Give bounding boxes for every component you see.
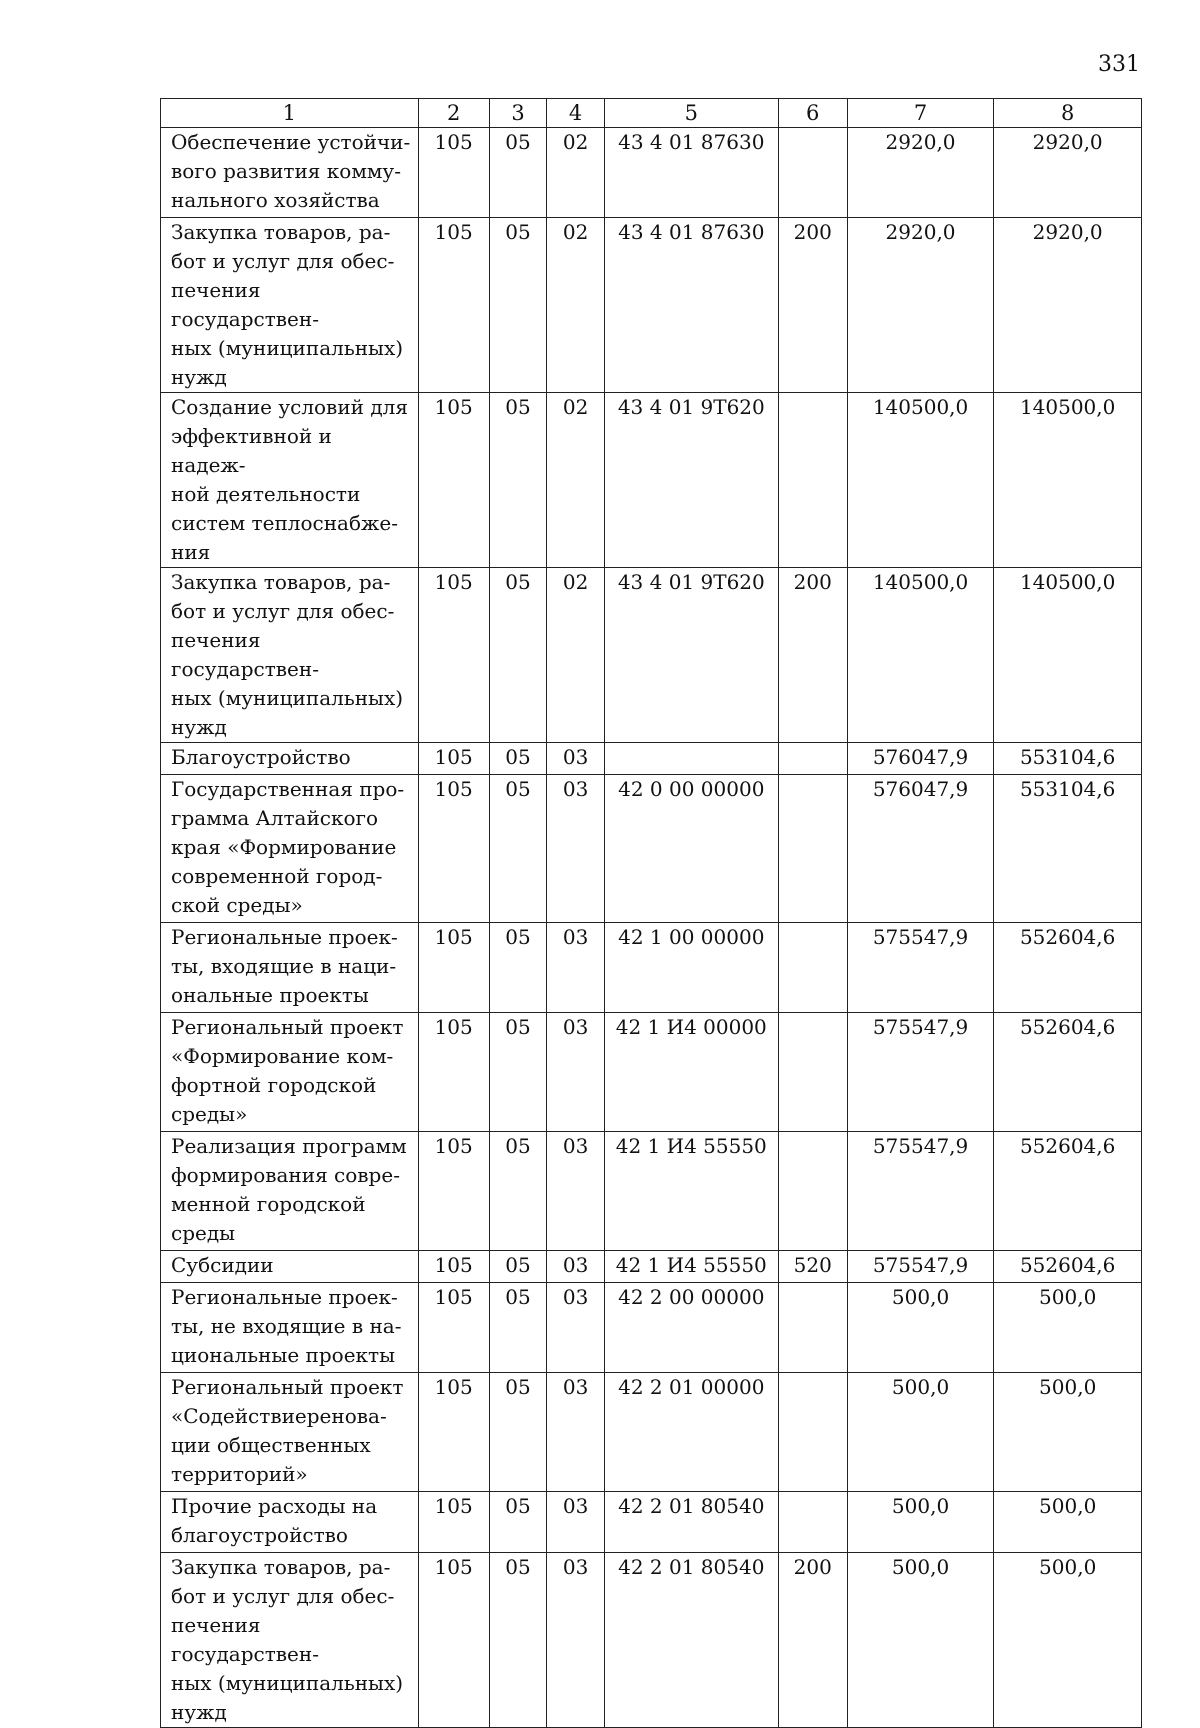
col3-cell: 05	[489, 923, 547, 1013]
col8-cell: 500,0	[994, 1553, 1142, 1728]
col5-cell: 43 4 01 87630	[604, 128, 778, 218]
col4-cell: 03	[547, 923, 605, 1013]
col4-cell: 03	[547, 1283, 605, 1373]
col8-cell: 552604,6	[994, 923, 1142, 1013]
col3-cell: 05	[489, 1373, 547, 1492]
col6-cell	[778, 775, 847, 923]
row-name-text: Региональные проек- ты, не входящие в на- циональные проекты	[171, 1285, 402, 1367]
col6-cell	[778, 1013, 847, 1132]
col6-cell	[778, 1283, 847, 1373]
row-name-cell	[161, 1013, 419, 1132]
col2-cell: 105	[418, 393, 489, 568]
col4-cell: 03	[547, 1553, 605, 1728]
col4-cell: 03	[547, 1251, 605, 1283]
col7-cell: 2920,0	[847, 128, 994, 218]
col6-cell	[778, 1132, 847, 1251]
table-row	[161, 1492, 1142, 1553]
header-cell: 8	[994, 99, 1142, 128]
col8-cell: 553104,6	[994, 743, 1142, 775]
row-name-cell	[161, 218, 419, 393]
col7-cell: 575547,9	[847, 923, 994, 1013]
row-name-text: Закупка товаров, ра- бот и услуг для обес- печения государствен- ных (муниципальных) нужд	[171, 570, 404, 739]
col6-cell: 200	[778, 1553, 847, 1728]
col5-cell: 42 1 И4 55550	[604, 1251, 778, 1283]
col3-cell: 05	[489, 1132, 547, 1251]
header-cell: 2	[418, 99, 489, 128]
table-row	[161, 393, 1142, 568]
col4-cell: 03	[547, 1373, 605, 1492]
col2-cell: 105	[418, 1492, 489, 1553]
row-name-text: Государственная про- грамма Алтайского края «Формирование современной город- ской среды»	[171, 777, 405, 917]
col8-cell: 500,0	[994, 1373, 1142, 1492]
col6-cell	[778, 1492, 847, 1553]
col2-cell: 105	[418, 1132, 489, 1251]
col7-cell: 500,0	[847, 1283, 994, 1373]
col7-cell: 140500,0	[847, 393, 994, 568]
table-row	[161, 1553, 1142, 1728]
row-name-cell	[161, 568, 419, 743]
row-name-cell	[161, 128, 419, 218]
col2-cell: 105	[418, 568, 489, 743]
table-row	[161, 1283, 1142, 1373]
col8-cell: 2920,0	[994, 128, 1142, 218]
col5-cell: 43 4 01 9Т620	[604, 393, 778, 568]
col2-cell: 105	[418, 1251, 489, 1283]
col8-cell: 553104,6	[994, 775, 1142, 923]
col6-cell	[778, 393, 847, 568]
col5-cell: 43 4 01 9Т620	[604, 568, 778, 743]
table-row	[161, 775, 1142, 923]
col2-cell: 105	[418, 218, 489, 393]
col4-cell: 02	[547, 218, 605, 393]
table-row	[161, 1132, 1142, 1251]
col4-cell: 02	[547, 128, 605, 218]
col3-cell: 05	[489, 1013, 547, 1132]
col8-cell: 2920,0	[994, 218, 1142, 393]
col4-cell: 02	[547, 393, 605, 568]
col3-cell: 05	[489, 1283, 547, 1373]
col5-cell: 43 4 01 87630	[604, 218, 778, 393]
col5-cell: 42 2 01 80540	[604, 1492, 778, 1553]
row-name-text: Реализация программ формирования совре- менной городской среды	[171, 1134, 407, 1245]
col7-cell: 575547,9	[847, 1251, 994, 1283]
col8-cell: 500,0	[994, 1283, 1142, 1373]
col6-cell	[778, 743, 847, 775]
col2-cell: 105	[418, 128, 489, 218]
col6-cell	[778, 128, 847, 218]
col3-cell: 05	[489, 1251, 547, 1283]
col7-cell: 500,0	[847, 1373, 994, 1492]
row-name-cell	[161, 1132, 419, 1251]
header-cell: 7	[847, 99, 994, 128]
col4-cell: 03	[547, 1013, 605, 1132]
header-cell: 5	[604, 99, 778, 128]
col4-cell: 02	[547, 568, 605, 743]
col6-cell: 200	[778, 568, 847, 743]
col3-cell: 05	[489, 743, 547, 775]
row-name-text: Закупка товаров, ра- бот и услуг для обес- печения государствен- ных (муниципальных) нужд	[171, 1555, 404, 1724]
page-number: 331	[1098, 52, 1140, 77]
col5-cell: 42 2 01 00000	[604, 1373, 778, 1492]
header-row	[161, 99, 1142, 128]
header-cell: 4	[547, 99, 605, 128]
row-name-cell	[161, 743, 419, 775]
col4-cell: 03	[547, 743, 605, 775]
row-name-text: Региональный проект «Содействиеренова- ции общественных территорий»	[171, 1375, 404, 1486]
col7-cell: 500,0	[847, 1492, 994, 1553]
row-name-cell	[161, 1553, 419, 1728]
row-name-cell	[161, 775, 419, 923]
col7-cell: 576047,9	[847, 743, 994, 775]
col2-cell: 105	[418, 1013, 489, 1132]
col2-cell: 105	[418, 1283, 489, 1373]
table-body	[161, 99, 1142, 1728]
row-name-text: Прочие расходы на благоустройство	[171, 1494, 378, 1547]
col7-cell: 575547,9	[847, 1132, 994, 1251]
row-name-cell	[161, 1373, 419, 1492]
col8-cell: 552604,6	[994, 1013, 1142, 1132]
col8-cell: 140500,0	[994, 568, 1142, 743]
col3-cell: 05	[489, 1492, 547, 1553]
col3-cell: 05	[489, 218, 547, 393]
table-row	[161, 218, 1142, 393]
col2-cell: 105	[418, 1373, 489, 1492]
col3-cell: 05	[489, 1553, 547, 1728]
col4-cell: 03	[547, 775, 605, 923]
row-name-cell	[161, 923, 419, 1013]
row-name-text: Региональные проек- ты, входящие в наци- ональные проекты	[171, 925, 398, 1007]
col7-cell: 576047,9	[847, 775, 994, 923]
col6-cell	[778, 923, 847, 1013]
col3-cell: 05	[489, 568, 547, 743]
row-name-cell	[161, 393, 419, 568]
col5-cell: 42 1 00 00000	[604, 923, 778, 1013]
col5-cell	[604, 743, 778, 775]
table-row	[161, 128, 1142, 218]
row-name-text: Создание условий для эффективной и надеж- ной деятельности систем теплоснабже- ния	[171, 395, 408, 564]
row-name-text: Закупка товаров, ра- бот и услуг для обес- печения государствен- ных (муниципальных) нужд	[171, 220, 404, 389]
col6-cell: 200	[778, 218, 847, 393]
col8-cell: 552604,6	[994, 1251, 1142, 1283]
col7-cell: 140500,0	[847, 568, 994, 743]
col2-cell: 105	[418, 923, 489, 1013]
table-row	[161, 1373, 1142, 1492]
row-name-cell	[161, 1283, 419, 1373]
col3-cell: 05	[489, 128, 547, 218]
col6-cell: 520	[778, 1251, 847, 1283]
row-name-text: Благоустройство	[171, 745, 351, 769]
col6-cell	[778, 1373, 847, 1492]
col8-cell: 500,0	[994, 1492, 1142, 1553]
col3-cell: 05	[489, 393, 547, 568]
col2-cell: 105	[418, 743, 489, 775]
col5-cell: 42 0 00 00000	[604, 775, 778, 923]
col5-cell: 42 2 00 00000	[604, 1283, 778, 1373]
col7-cell: 500,0	[847, 1553, 994, 1728]
row-name-text: Субсидии	[171, 1253, 274, 1277]
table-row	[161, 1251, 1142, 1283]
row-name-cell	[161, 1251, 419, 1283]
col2-cell: 105	[418, 775, 489, 923]
header-cell: 6	[778, 99, 847, 128]
col8-cell: 552604,6	[994, 1132, 1142, 1251]
header-cell: 3	[489, 99, 547, 128]
col4-cell: 03	[547, 1492, 605, 1553]
col5-cell: 42 2 01 80540	[604, 1553, 778, 1728]
row-name-text: Обеспечение устойчи- вого развития комму- нального хозяйства	[171, 130, 411, 212]
table-row	[161, 923, 1142, 1013]
col5-cell: 42 1 И4 55550	[604, 1132, 778, 1251]
row-name-cell	[161, 1492, 419, 1553]
table-row	[161, 1013, 1142, 1132]
table-row	[161, 568, 1142, 743]
header-cell: 1	[161, 99, 419, 128]
budget-table	[160, 98, 1142, 1728]
col5-cell: 42 1 И4 00000	[604, 1013, 778, 1132]
col7-cell: 2920,0	[847, 218, 994, 393]
table-row	[161, 743, 1142, 775]
col3-cell: 05	[489, 775, 547, 923]
col8-cell: 140500,0	[994, 393, 1142, 568]
row-name-text: Региональный проект «Формирование ком- фортной городской среды»	[171, 1015, 404, 1126]
col7-cell: 575547,9	[847, 1013, 994, 1132]
col2-cell: 105	[418, 1553, 489, 1728]
col4-cell: 03	[547, 1132, 605, 1251]
